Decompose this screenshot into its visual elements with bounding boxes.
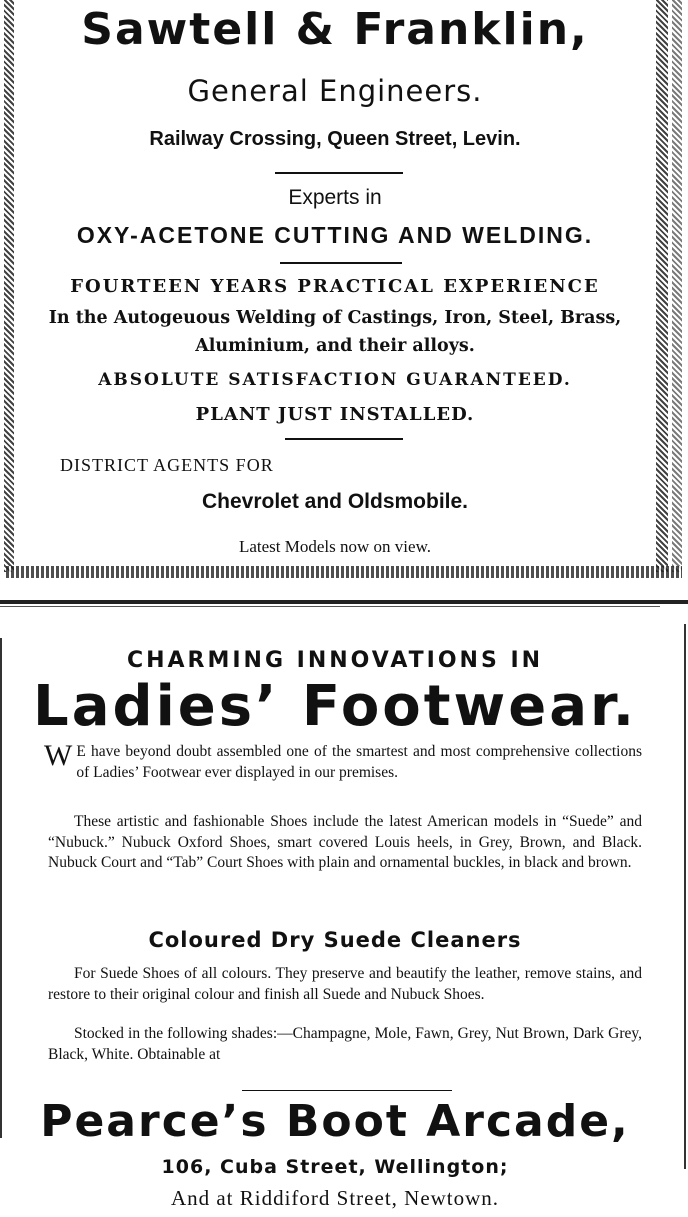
divider-rule <box>280 262 402 264</box>
branch-address: And at Riddiford Street, Newtown. <box>170 1186 500 1210</box>
company-tagline: General Engineers. <box>187 74 483 108</box>
divider-rule-thick <box>0 600 688 604</box>
welding-line-2: Aluminium, and their alloys. <box>195 336 475 356</box>
headline: CHARMING INNOVATIONS IN <box>126 648 544 673</box>
cleaners-subheading: Coloured Dry Suede Cleaners <box>148 928 522 952</box>
sawtell-franklin-advertisement <box>0 0 688 592</box>
ornamental-border-right-outer <box>672 0 682 572</box>
ornamental-border-left <box>4 0 14 572</box>
store-address: 106, Cuba Street, Wellington; <box>161 1156 509 1178</box>
welding-line-1: In the Autogeuous Welding of Castings, Iron, Steel, Brass, <box>48 308 622 328</box>
drop-cap: W <box>44 739 73 772</box>
pearces-boot-arcade-advertisement <box>0 612 688 1217</box>
specialty-heading: OXY-ACETONE CUTTING AND WELDING. <box>76 222 594 248</box>
plant-line: PLANT JUST INSTALLED. <box>195 404 475 425</box>
company-name: Sawtell & Franklin, <box>81 4 589 55</box>
ornamental-border-bottom <box>6 566 682 578</box>
models-note: Latest Models now on view. <box>238 537 431 556</box>
shades-paragraph: Stocked in the following shades:—Champagne, Mole, Fawn, Grey, Nut Brown, Dark Grey, Black, White. Obtainable at <box>48 1025 642 1063</box>
divider-rule <box>285 438 403 440</box>
ornamental-border-right <box>656 0 668 572</box>
experts-label: Experts in <box>288 186 382 209</box>
advertisement-title: Ladies’ Footwear. <box>33 674 637 739</box>
experience-line: FOURTEEN YEARS PRACTICAL EXPERIENCE <box>70 276 600 297</box>
divider-rule <box>242 1090 452 1091</box>
district-agents-label: DISTRICT AGENTS FOR <box>60 455 274 475</box>
intro-paragraph <box>44 739 642 783</box>
car-brands: Chevrolet and Oldsmobile. <box>201 490 469 513</box>
shoes-paragraph: These artistic and fashionable Shoes include the latest American models in “Suede” and “Nubuck.” Nubuck Oxford Shoes, smart covered Louis heels, in Grey, Brown, and Black. Nubuck Court and “Tab” Court Shoes with plain and ornamental buckles, in black and brown. <box>48 813 642 871</box>
advertisement-divider <box>0 600 688 608</box>
company-address: Railway Crossing, Queen Street, Levin. <box>149 128 521 150</box>
divider-rule-thin <box>0 606 660 607</box>
frame-left <box>0 638 2 1138</box>
guarantee-line: ABSOLUTE SATISFACTION GUARANTEED. <box>98 370 572 390</box>
frame-right <box>684 624 686 1169</box>
store-name: Pearce’s Boot Arcade, <box>40 1096 630 1147</box>
cleaners-paragraph: For Suede Shoes of all colours. They preserve and beautify the leather, remove stains, and restore to their original colour and finish all Suede and Nubuck Shoes. <box>48 965 642 1003</box>
intro-text: E have beyond doubt assembled one of the smartest and most comprehensive collections of Ladies’ Footwear ever displayed in our premises. <box>76 743 642 781</box>
divider-rule <box>275 172 403 174</box>
